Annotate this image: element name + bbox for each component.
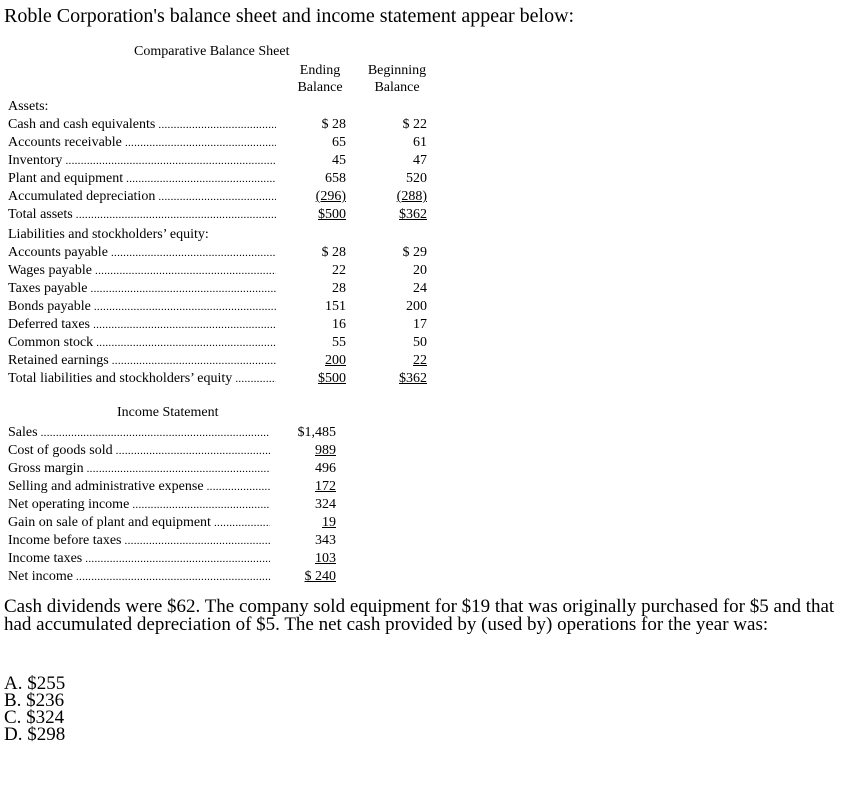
bs-row-beginning: 17 bbox=[413, 317, 427, 332]
is-row-label: Gross margin ..... bbox=[8, 460, 270, 478]
bs-row-label: Bonds payable ..... bbox=[8, 298, 276, 316]
beginning-header-line1: Beginning bbox=[367, 63, 427, 78]
bs-row-label: Accounts payable ..... bbox=[8, 244, 276, 262]
bs-row-label: Accumulated depreciation ..... bbox=[8, 188, 276, 206]
bs-row-ending: 200 bbox=[325, 353, 346, 368]
bs-row-ending: (296) bbox=[315, 189, 346, 204]
bs-row-label: Common stock ..... bbox=[8, 334, 276, 352]
ending-balance-header bbox=[290, 62, 350, 96]
bs-row-beginning: $362 bbox=[399, 371, 427, 386]
is-row-label: Income before taxes ..... bbox=[8, 532, 270, 550]
bs-row-ending: 658 bbox=[325, 171, 346, 186]
is-row-value: $ 240 bbox=[304, 569, 336, 584]
choice-b[interactable]: B. $236 bbox=[4, 690, 65, 711]
bs-row-beginning: $362 bbox=[399, 207, 427, 222]
question-text: Cash dividends were $62. The company sold equipment for $19 that was originally purchased for $5 and that had accumulated depreciation of $5. The net cash provided by (used by) operations for the year was: bbox=[4, 596, 835, 635]
bs-row-beginning: 22 bbox=[413, 353, 427, 368]
bs-row-label: Retained earnings ..... bbox=[8, 352, 276, 370]
bs-row-ending: 22 bbox=[332, 263, 346, 278]
is-row-label: Gain on sale of plant and equipment ..... bbox=[8, 514, 270, 532]
assets-header: Assets: bbox=[8, 99, 49, 114]
is-row-value: 343 bbox=[315, 533, 336, 548]
bs-row-label: Taxes payable ..... bbox=[8, 280, 276, 298]
bs-row-beginning: 24 bbox=[413, 281, 427, 296]
bs-row-ending: 28 bbox=[332, 281, 346, 296]
bs-row-label: Inventory ..... bbox=[8, 152, 276, 170]
is-row-label: Income taxes ..... bbox=[8, 550, 270, 568]
is-row-value: $1,485 bbox=[297, 425, 336, 440]
ending-header-line2: Balance bbox=[297, 80, 343, 95]
bs-row-ending: 55 bbox=[332, 335, 346, 350]
bs-row-beginning: 50 bbox=[413, 335, 427, 350]
bs-row-beginning: 61 bbox=[413, 135, 427, 150]
bs-row-beginning: $ 22 bbox=[402, 117, 427, 132]
bs-row-ending: 65 bbox=[332, 135, 346, 150]
ending-header-line1: Ending bbox=[299, 63, 341, 78]
bs-row-ending: 45 bbox=[332, 153, 346, 168]
bs-row-ending: 16 bbox=[332, 317, 346, 332]
is-row-value: 103 bbox=[315, 551, 336, 566]
bs-row-label: Accounts receivable ..... bbox=[8, 134, 276, 152]
bs-row-ending: $ 28 bbox=[321, 245, 346, 260]
bs-row-beginning: 20 bbox=[413, 263, 427, 278]
choice-a[interactable]: A. $255 bbox=[4, 673, 66, 694]
is-row-value: 324 bbox=[315, 497, 336, 512]
income-statement-title: Income Statement bbox=[117, 405, 219, 420]
balance-sheet-title: Comparative Balance Sheet bbox=[134, 44, 290, 59]
bs-row-ending: $ 28 bbox=[321, 117, 346, 132]
is-row-value: 19 bbox=[322, 515, 336, 530]
is-row-label: Sales ..... bbox=[8, 424, 270, 442]
liabilities-header: Liabilities and stockholders’ equity: bbox=[8, 227, 209, 242]
beginning-header-line2: Balance bbox=[374, 80, 420, 95]
bs-row-beginning: 47 bbox=[413, 153, 427, 168]
bs-row-beginning: (288) bbox=[396, 189, 427, 204]
choice-d[interactable]: D. $298 bbox=[4, 724, 66, 745]
bs-row-ending: $500 bbox=[318, 371, 346, 386]
choice-c[interactable]: C. $324 bbox=[4, 707, 65, 728]
bs-row-ending: $500 bbox=[318, 207, 346, 222]
is-row-label: Net operating income ..... bbox=[8, 496, 270, 514]
is-row-value: 496 bbox=[315, 461, 336, 476]
bs-row-beginning: 520 bbox=[406, 171, 427, 186]
is-row-value: 989 bbox=[315, 443, 336, 458]
answer-choices bbox=[4, 675, 65, 743]
beginning-balance-header bbox=[360, 62, 434, 96]
bs-row-beginning: 200 bbox=[406, 299, 427, 314]
bs-row-label: Plant and equipment ..... bbox=[8, 170, 276, 188]
intro-text: Roble Corporation's balance sheet and income statement appear below: bbox=[4, 5, 575, 27]
is-row-label: Net income ..... bbox=[8, 568, 270, 586]
bs-row-label: Cash and cash equivalents ..... bbox=[8, 116, 276, 134]
is-row-label: Selling and administrative expense ..... bbox=[8, 478, 270, 496]
is-row-label: Cost of goods sold ..... bbox=[8, 442, 270, 460]
is-row-value: 172 bbox=[315, 479, 336, 494]
bs-row-label: Total assets ..... bbox=[8, 206, 276, 224]
bs-row-beginning: $ 29 bbox=[402, 245, 427, 260]
bs-row-ending: 151 bbox=[325, 299, 346, 314]
bs-row-label: Wages payable ..... bbox=[8, 262, 276, 280]
bs-row-label: Total liabilities and stockholders’ equity ..... bbox=[8, 370, 276, 388]
bs-row-label: Deferred taxes ..... bbox=[8, 316, 276, 334]
